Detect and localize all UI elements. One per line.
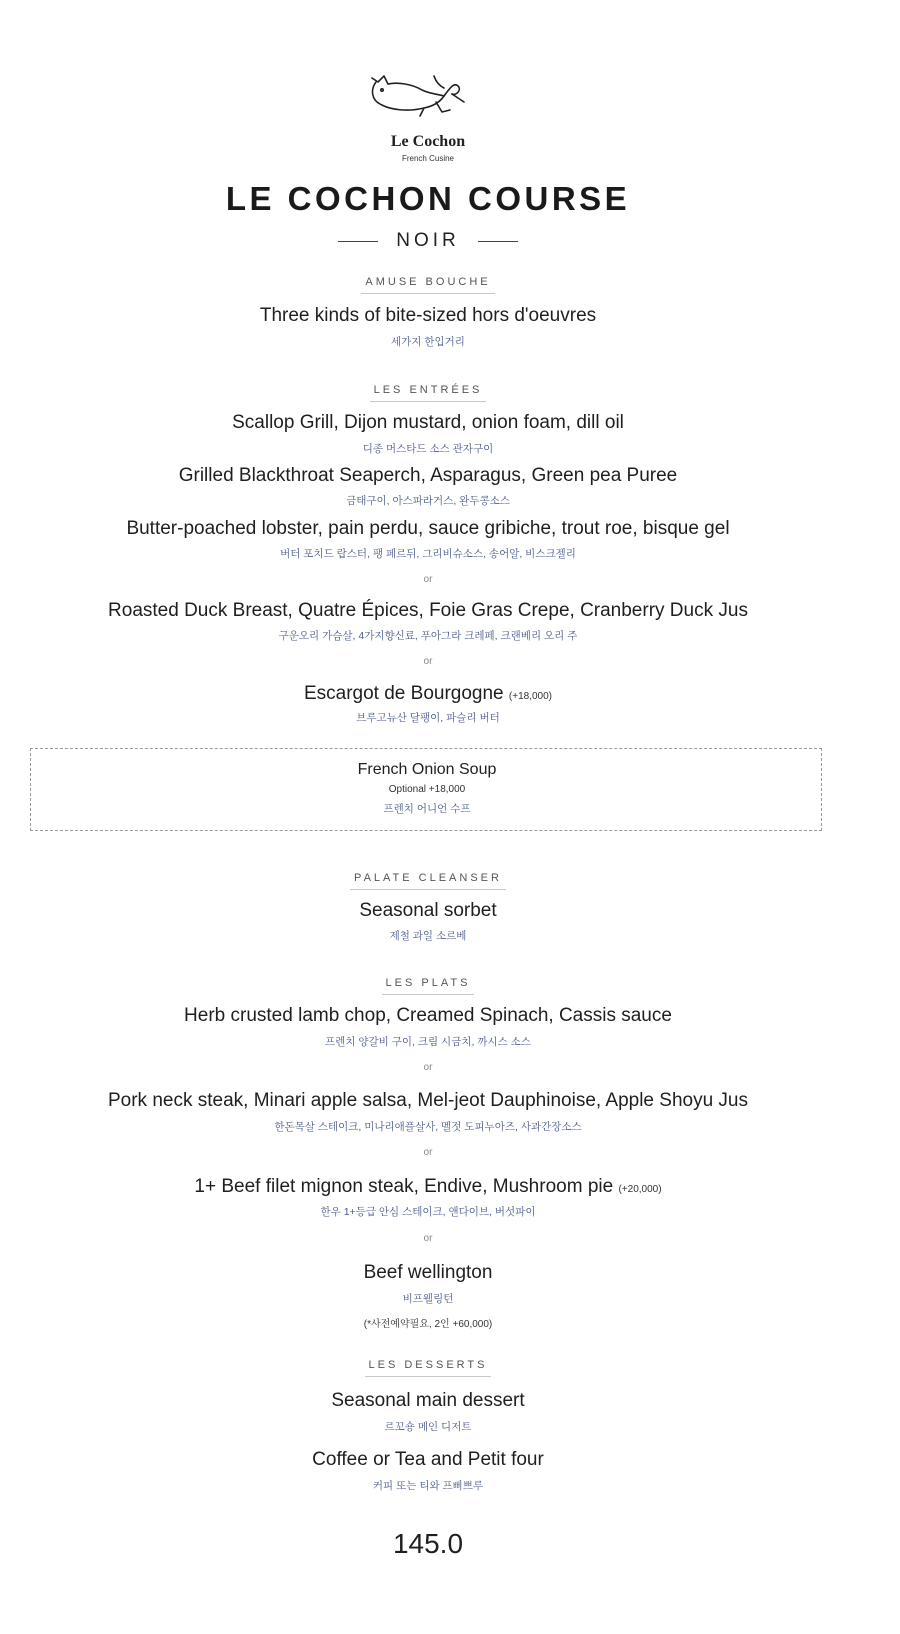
dish-korean: 구운오리 가슴살, 4가지향신료, 푸아그라 크레페, 크랜베리 오리 주 [278,630,578,642]
pig-icon [368,72,488,122]
or-separator: or [423,1233,433,1244]
dish-korean: 프렌치 어니언 수프 [383,803,471,815]
dish-korean: 버터 포치드 랍스터, 팽 페르뒤, 그리비슈소스, 송어알, 비스크젤리 [280,548,576,560]
dish-name: Coffee or Tea and Petit four [312,1449,544,1470]
dish-name: Grilled Blackthroat Seaperch, Asparagus, Green pea Puree [178,465,678,486]
dish-korean: 한우 1+등급 안심 스테이크, 앤다이브, 버섯파이 [320,1206,536,1218]
brand-subtitle: French Cusine [401,154,455,163]
divider-line-right [478,241,518,242]
divider-line-left [338,241,378,242]
section-heading-amuse [0,272,856,294]
optional-soup-box [30,748,822,831]
optional-price: Optional +18,000 [388,784,466,795]
dish-korean: 커피 또는 티와 프삐쁘루 [372,1480,484,1492]
dish-korean: 한돈목살 스테이크, 미나리애플살사, 멜젓 도피누아즈, 사과간장소스 [274,1121,582,1133]
section-label: AMUSE BOUCHE [361,276,494,294]
dish-korean: 르꼬숑 메인 디저트 [384,1421,472,1433]
or-separator: or [423,656,433,667]
course-subtitle: NOIR [396,230,460,251]
course-title: LE COCHON COURSE [225,180,631,217]
dish-korean: 세가지 한입거리 [391,336,465,348]
dish-name: French Onion Soup [357,761,497,778]
or-separator: or [423,1062,433,1073]
reservation-note: (*사전예약필요, 2인 +60,000) [363,1319,493,1330]
dish-korean: 비프웰링턴 [402,1293,454,1305]
dish-korean: 제철 과일 소르베 [389,930,467,942]
dish-name: Pork neck steak, Minari apple salsa, Mel-jeot Dauphinoise, Apple Shoyu Jus [107,1090,748,1111]
section-heading-entrees [0,380,856,402]
dish-korean: 프렌치 양갈비 구이, 크림 시금치, 까시스 소스 [325,1036,531,1048]
section-label: LES PLATS [382,977,475,995]
dish-korean: 금태구이, 아스파라거스, 완두콩소스 [346,495,510,507]
dish-title: Escargot de Bourgogne [303,683,504,704]
dish-name: Seasonal sorbet [359,900,497,921]
section-heading-plats [0,973,856,995]
dish-name: Butter-poached lobster, pain perdu, sauce gribiche, trout roe, bisque gel [126,518,730,539]
course-subtitle-row [0,230,856,256]
dish-name: Seasonal main dessert [331,1390,525,1411]
dish-name: Three kinds of bite-sized hors d'oeuvres [259,305,597,326]
dish-name [0,1176,856,1198]
dish-korean: 디종 머스타드 소스 관자구이 [362,443,494,455]
dish-name: Scallop Grill, Dijon mustard, onion foam, dill oil [232,412,624,433]
course-price: 145.0 [392,1528,464,1559]
dish-title: 1+ Beef filet mignon steak, Endive, Mushroom pie [194,1176,614,1197]
dish-price-supplement: (+18,000) [508,691,552,702]
section-heading-desserts [0,1355,856,1377]
dish-name: Roasted Duck Breast, Quatre Épices, Foie Gras Crepe, Cranberry Duck Jus [108,600,748,621]
section-heading-cleanser [0,868,856,890]
dish-korean: 브루고뉴산 달팽이, 파슬리 버터 [356,712,500,724]
dish-price-supplement: (+20,000) [618,1184,662,1195]
section-label: PALATE CLEANSER [350,872,506,890]
section-label: LES DESSERTS [365,1359,492,1377]
or-separator: or [423,1147,433,1158]
dish-name: Herb crusted lamb chop, Creamed Spinach, Cassis sauce [184,1005,672,1026]
dish-name [0,683,856,705]
or-separator: or [423,574,433,585]
dish-name: Beef wellington [363,1262,493,1283]
section-label: LES ENTRÉES [370,384,487,402]
brand-name: Le Cochon [390,133,466,150]
